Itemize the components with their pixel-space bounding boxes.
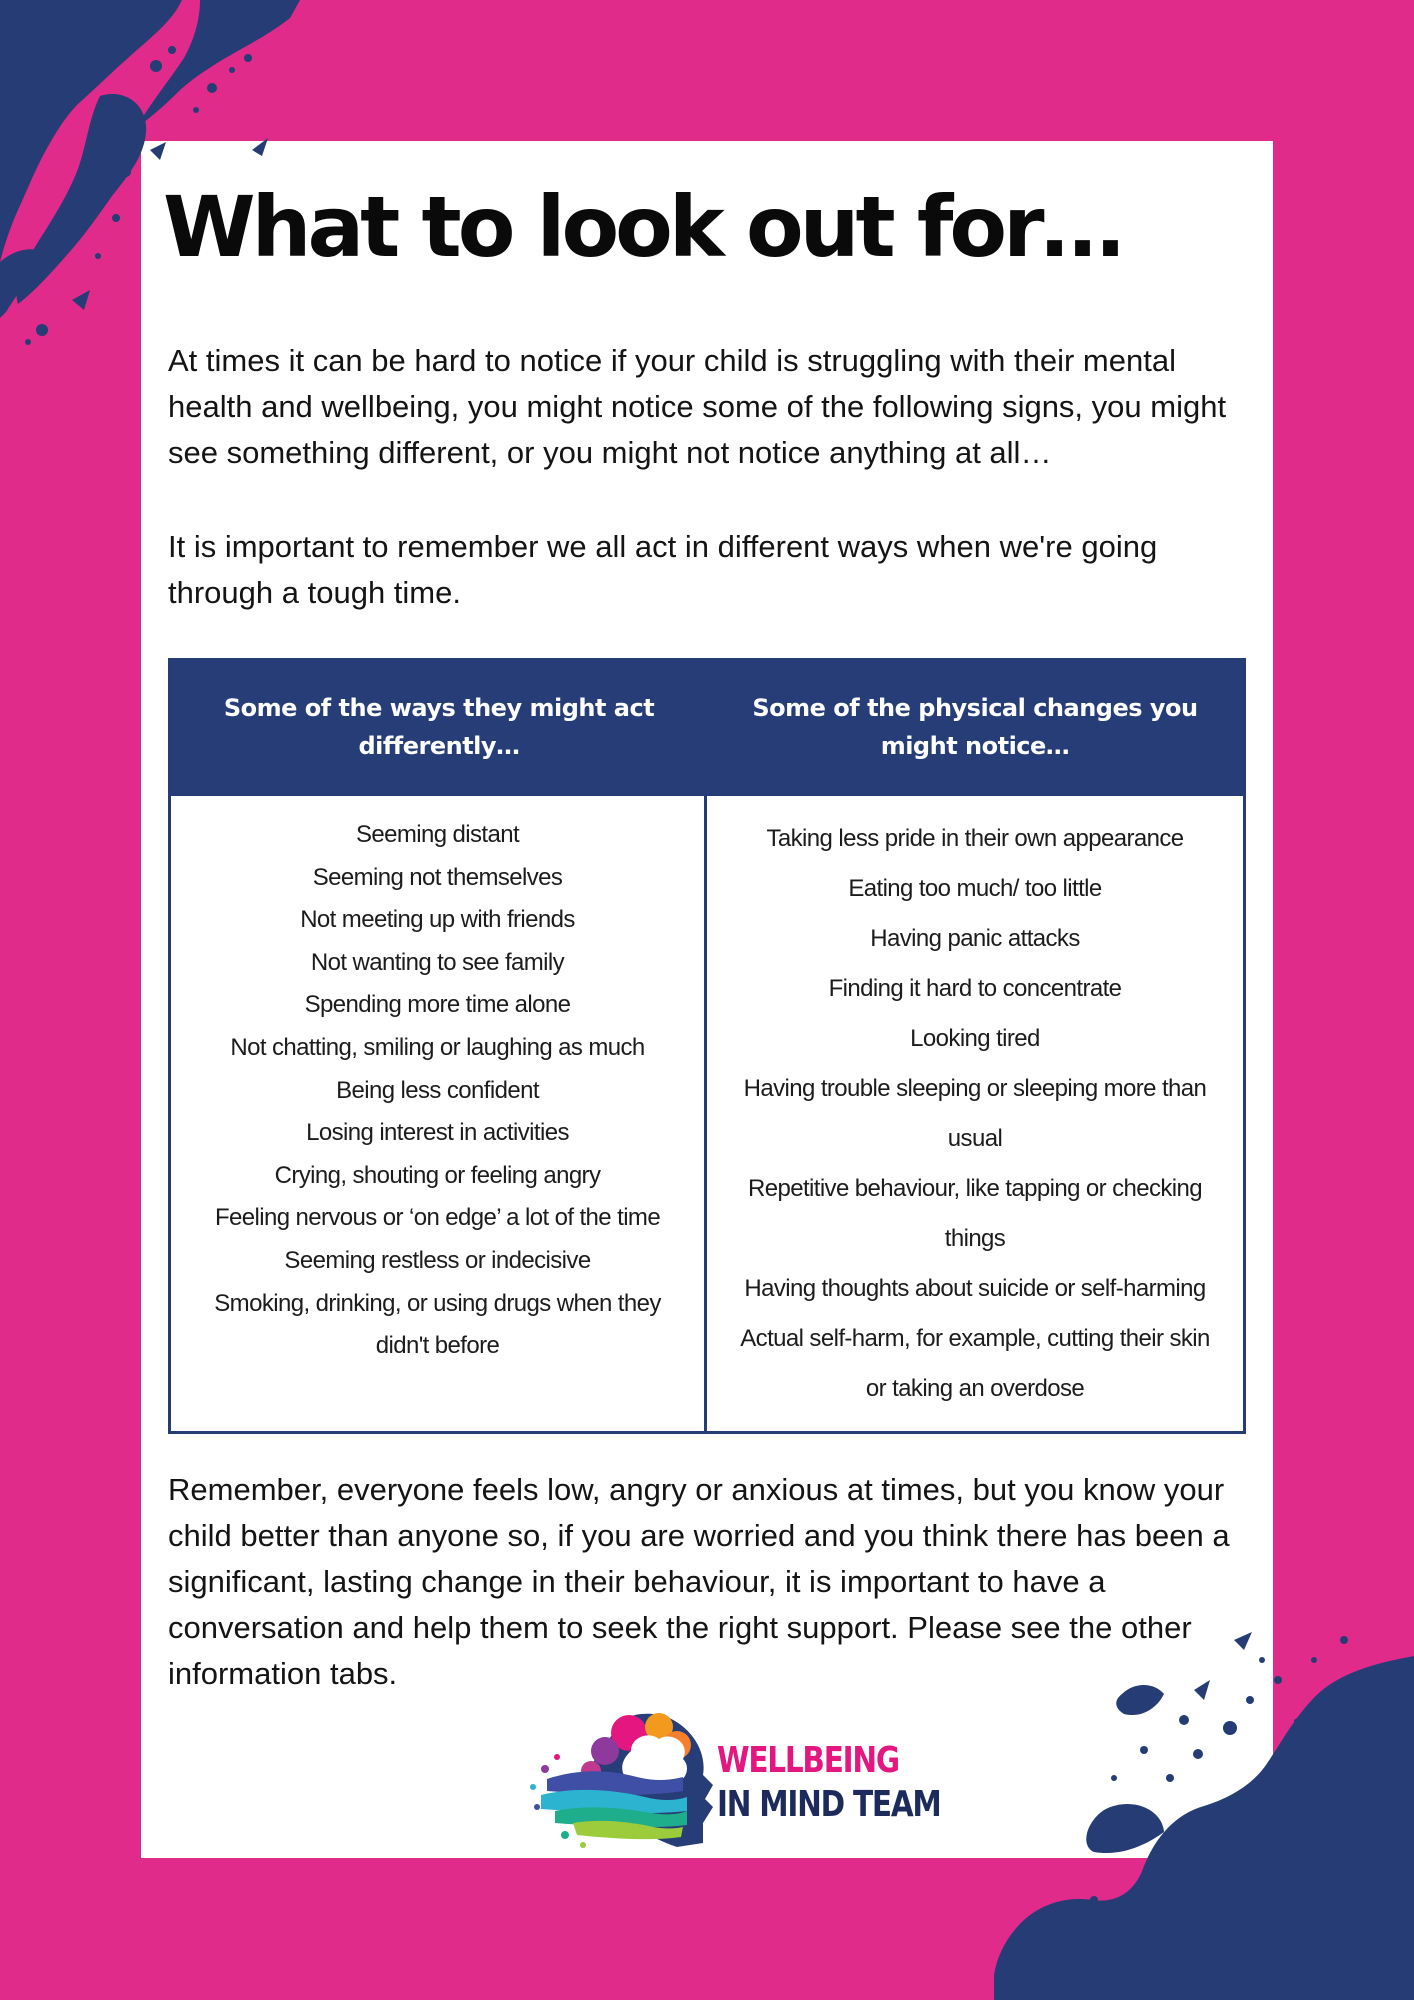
list-item: Losing interest in activities [306, 1119, 569, 1147]
logo-text-in-mind-team: IN MIND TEAM [717, 1784, 941, 1825]
list-item: Not meeting up with friends [300, 906, 575, 934]
list-item: Eating too much/ too little [848, 875, 1102, 902]
page-title: What to look out for… [163, 178, 1121, 276]
intro-paragraph-2: It is important to remember we all act in different ways when we're going through a tough time. [168, 529, 1158, 610]
list-item: Feeling nervous or ‘on edge’ a lot of the time [214, 1204, 661, 1232]
logo-text-wellbeing: WELLBEING [717, 1740, 899, 1781]
list-item: Having trouble sleeping or sleeping more than usual [743, 1075, 1207, 1152]
physical-list [707, 793, 1243, 1431]
paint-splash-top-left [0, 0, 300, 360]
list-item: Not chatting, smiling or laughing as much [230, 1033, 645, 1061]
list-item: Seeming not themselves [312, 863, 563, 891]
list-item: Finding it hard to concentrate [828, 975, 1122, 1002]
list-item: Looking tired [910, 1025, 1040, 1052]
list-item: Taking less pride in their own appearance [766, 825, 1184, 852]
signs-table [168, 658, 1246, 1434]
paint-splash-bottom-right [994, 1600, 1414, 2000]
list-item: Repetitive behaviour, like tapping or checking things [747, 1175, 1203, 1252]
list-item: Having panic attacks [870, 925, 1080, 952]
list-item: Being less confident [336, 1076, 539, 1104]
wellbeing-logo [527, 1711, 941, 1851]
intro-paragraph-1: At times it can be hard to notice if your child is struggling with their mental health and wellbeing, you might notice some of the following signs, you might see something different, or you might not notice anything at all… [168, 343, 1227, 470]
list-item: Actual self-harm, for example, cutting their skin or taking an overdose [740, 1325, 1210, 1402]
behaviour-list [171, 793, 707, 1431]
head-silhouette-icon [527, 1711, 717, 1851]
list-item: Spending more time alone [304, 991, 571, 1019]
table-header-behaviour: Some of the ways they might act differently… [171, 661, 707, 793]
list-item: Seeming restless or indecisive [284, 1246, 591, 1274]
table-header-physical: Some of the physical changes you might notice… [707, 661, 1243, 793]
list-item: Smoking, drinking, or using drugs when they didn't before [214, 1289, 661, 1360]
list-item: Crying, shouting or feeling angry [274, 1161, 601, 1189]
closing-paragraph: Remember, everyone feels low, angry or anxious at times, but you know your child better than anyone so, if you are worried and you think there has been a significant, lasting change in their behaviour, it is important to have a conversation and help them to seek the right support. Please see the other information tabs. [168, 1472, 1230, 1691]
list-item: Seeming distant [355, 821, 520, 848]
list-item: Not wanting to see family [310, 948, 565, 976]
list-item: Having thoughts about suicide or self-harming [744, 1275, 1206, 1302]
